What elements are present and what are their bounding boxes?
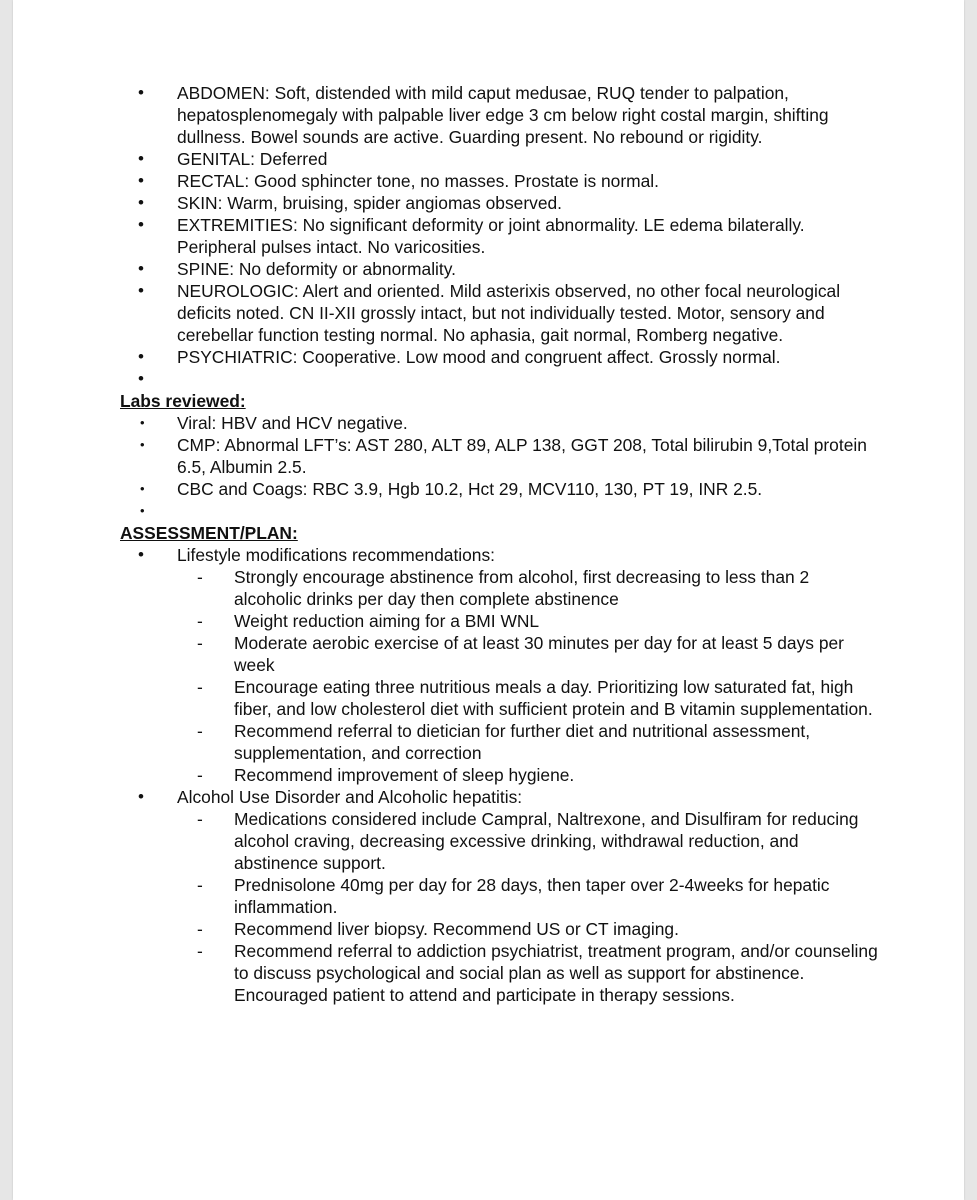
alcohol-item: - Recommend liver biopsy. Recommend US or CT imaging.: [177, 918, 880, 940]
exam-item-spine: • SPINE: No deformity or abnormality.: [120, 258, 880, 280]
exam-item-psychiatric: • PSYCHIATRIC: Cooperative. Low mood and congruent affect. Grossly normal.: [120, 346, 880, 368]
lab-item-cbc: • CBC and Coags: RBC 3.9, Hgb 10.2, Hct 29, MCV110, 130, PT 19, INR 2.5.: [120, 478, 880, 500]
document-page: [13, 0, 964, 1200]
assessment-list: [120, 544, 880, 1006]
lifestyle-item: - Moderate aerobic exercise of at least 30 minutes per day for at least 5 days per week: [177, 632, 880, 676]
plan-lifestyle: [120, 544, 880, 786]
plan-lifestyle-title: Lifestyle modifications recommendations:: [177, 545, 496, 565]
alcohol-item: - Medications considered include Campral, Naltrexone, and Disulfiram for reducing alcohol craving, decreasing excessive drinking, withdrawal reduction, and abstinence support.: [177, 808, 880, 874]
exam-item-neurologic: • NEUROLOGIC: Alert and oriented. Mild asterixis observed, no other focal neurological deficits noted. CN II-XII grossly intact, but not individually tested. Motor, sensory and cerebellar function testing normal. No aphasia, gait normal, Romberg negative.: [120, 280, 880, 346]
lab-item-cmp: • CMP: Abnormal LFT’s: AST 280, ALT 89, ALP 138, GGT 208, Total bilirubin 9,Total protein 6.5, Albumin 2.5.: [120, 434, 880, 478]
document-content: [120, 82, 880, 1006]
empty-bullet: [120, 500, 880, 522]
alcohol-sublist: [177, 808, 880, 1006]
exam-item-rectal: • RECTAL: Good sphincter tone, no masses. Prostate is normal.: [120, 170, 880, 192]
labs-heading: Labs reviewed:: [120, 391, 246, 411]
lifestyle-item: - Weight reduction aiming for a BMI WNL: [177, 610, 880, 632]
empty-bullet: [120, 368, 880, 390]
alcohol-item: - Prednisolone 40mg per day for 28 days, then taper over 2-4weeks for hepatic inflammation.: [177, 874, 880, 918]
exam-item-abdomen: • ABDOMEN: Soft, distended with mild caput medusae, RUQ tender to palpation, hepatosplenomegaly with palpable liver edge 3 cm below right costal margin, shifting dullness. Bowel sounds are active. Guarding present. No rebound or rigidity.: [120, 82, 880, 148]
lifestyle-item: - Strongly encourage abstinence from alcohol, first decreasing to less than 2 alcoholic drinks per day then complete abstinence: [177, 566, 880, 610]
exam-item-skin: • SKIN: Warm, bruising, spider angiomas observed.: [120, 192, 880, 214]
lab-item-viral: • Viral: HBV and HCV negative.: [120, 412, 880, 434]
lifestyle-item: - Recommend improvement of sleep hygiene.: [177, 764, 880, 786]
labs-list: [120, 412, 880, 522]
lifestyle-item: - Encourage eating three nutritious meals a day. Prioritizing low saturated fat, high fiber, and low cholesterol diet with sufficient protein and B vitamin supplementation.: [177, 676, 880, 720]
exam-item-extremities: • EXTREMITIES: No significant deformity or joint abnormality. LE edema bilaterally. Peripheral pulses intact. No varicosities.: [120, 214, 880, 258]
exam-list: [120, 82, 880, 390]
lifestyle-sublist: [177, 566, 880, 786]
exam-item-genital: • GENITAL: Deferred: [120, 148, 880, 170]
alcohol-item: - Recommend referral to addiction psychiatrist, treatment program, and/or counseling to discuss psychological and social plan as well as support for abstinence. Encouraged patient to attend and participate in therapy sessions.: [177, 940, 880, 1006]
lifestyle-item: - Recommend referral to dietician for further diet and nutritional assessment, supplementation, and correction: [177, 720, 880, 764]
assessment-heading: ASSESSMENT/PLAN:: [120, 523, 298, 543]
plan-alcohol-title: Alcohol Use Disorder and Alcoholic hepatitis:: [177, 787, 523, 807]
plan-alcohol: [120, 786, 880, 1006]
